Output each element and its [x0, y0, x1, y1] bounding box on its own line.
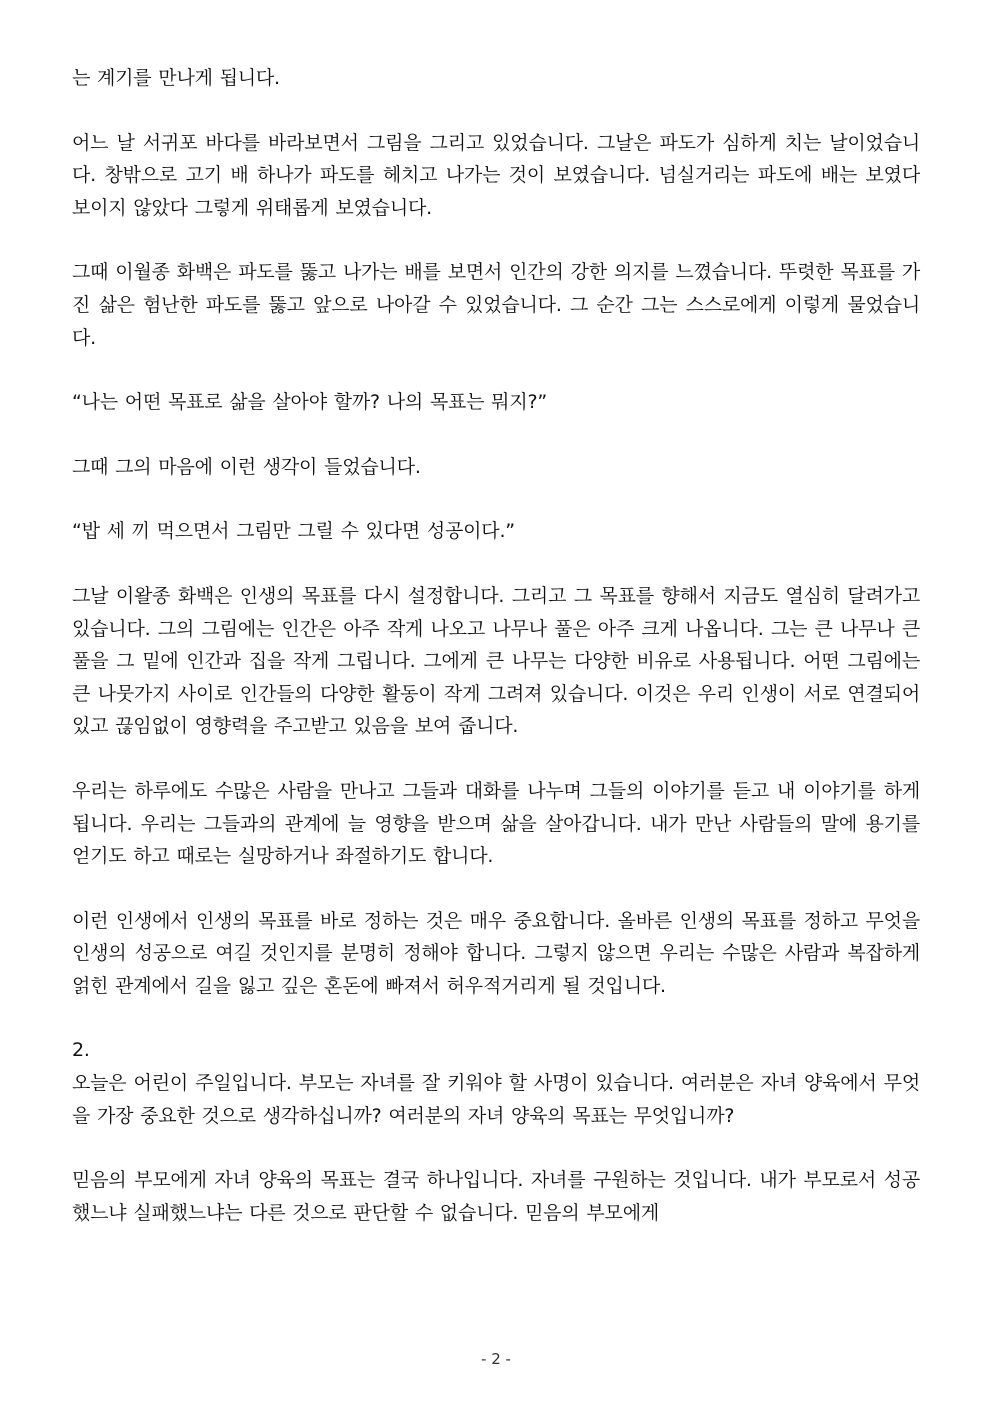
- paragraph-gap: [72, 354, 920, 386]
- paragraph-5: 그때 그의 마음에 이런 생각이 들었습니다.: [72, 455, 421, 478]
- paragraph-gap: [72, 224, 920, 256]
- paragraph-gap: [72, 95, 920, 127]
- page-number: - 2 -: [481, 1350, 511, 1368]
- paragraph-7: 그날 이왈종 화백은 인생의 목표를 다시 설정합니다. 그리고 그 목표를 향해서 지금도 열심히 달려가고 있습니다. 그의 그림에는 인간은 아주 작게 나오고 나무나 풀은 아주 크게 나옵니다. 그는 큰 나무나 큰 풀을 그 밑에 인간과 집을 작게 그립니다. 그에게 큰 나무는 다양한 비유로 사용됩니다. 어떤 그림에는 큰 나뭇가지 사이로 인간들의 다양한 활동이 작게 그려져 있습니다. 이것은 우리 인생이 서로 연결되어 있고 끊임없이 영향력을 주고받고 있음을 보여 줍니다.: [72, 584, 920, 738]
- quote-success: “밥 세 끼 먹으면서 그림만 그릴 수 있다면 성공이다.”: [72, 520, 515, 543]
- paragraph-gap: [72, 743, 920, 775]
- paragraph-2: 어느 날 서귀포 바다를 바라보면서 그림을 그리고 있었습니다. 그날은 파도가 심하게 치는 날이었습니다. 창밖으로 고기 배 하나가 파도를 헤치고 나가는 것이 보였습니다. 넘실거리는 파도에 배는 보였다 보이지 않았다 그렇게 위태롭게 보였습니다.: [72, 131, 920, 219]
- section-paragraph-1: 오늘은 어린이 주일입니다. 부모는 자녀를 잘 키워야 할 사명이 있습니다. 여러분은 자녀 양육에서 무엇을 가장 중요한 것으로 생각하십니까? 여러분의 자녀 양육의 목표는 무엇입니까?: [72, 1072, 920, 1127]
- paragraph-gap: [72, 873, 920, 905]
- paragraph-3: 그때 이월종 화백은 파도를 뚫고 나가는 배를 보면서 인간의 강한 의지를 느꼈습니다. 뚜렷한 목표를 가진 삶은 험난한 파도를 뚫고 앞으로 나아갈 수 있었습니다. 그 순간 그는 스스로에게 이렇게 물었습니다.: [72, 261, 920, 349]
- paragraph-gap: [72, 483, 920, 515]
- paragraph-gap: [72, 548, 920, 580]
- quote-question: “나는 어떤 목표로 삶을 살아야 할까? 나의 목표는 뭐지?”: [72, 391, 548, 414]
- paragraph-9: 이런 인생에서 인생의 목표를 바로 정하는 것은 매우 중요합니다. 올바른 인생의 목표를 정하고 무엇을 인생의 성공으로 여길 것인지를 분명히 정해야 합니다. 그렇지 않으면 우리는 수많은 사람과 복잡하게 얽힌 관계에서 길을 잃고 깊은 혼돈에 빠져서 허우적거리게 될 것입니다.: [72, 909, 920, 997]
- section-number: 2.: [72, 1039, 90, 1062]
- document-page: [72, 62, 920, 1229]
- paragraph-gap: [72, 419, 920, 451]
- paragraph-gap: [72, 1002, 920, 1034]
- paragraph-1: 는 계기를 만나게 됩니다.: [72, 67, 280, 89]
- paragraph-8: 우리는 하루에도 수많은 사람을 만나고 그들과 대화를 나누며 그들의 이야기를 듣고 내 이야기를 하게 됩니다. 우리는 그들과의 관계에 늘 영향을 받으며 삶을 살아갑니다. 내가 만난 사람들의 말에 용기를 얻기도 하고 때로는 실망하거나 좌절하기도 합니다.: [72, 779, 920, 868]
- paragraph-gap: [72, 1132, 920, 1164]
- section-paragraph-2: 믿음의 부모에게 자녀 양육의 목표는 결국 하나입니다. 자녀를 구원하는 것입니다. 내가 부모로서 성공했느냐 실패했느냐는 다른 것으로 판단할 수 없습니다. 믿음의 부모에게: [72, 1169, 920, 1224]
